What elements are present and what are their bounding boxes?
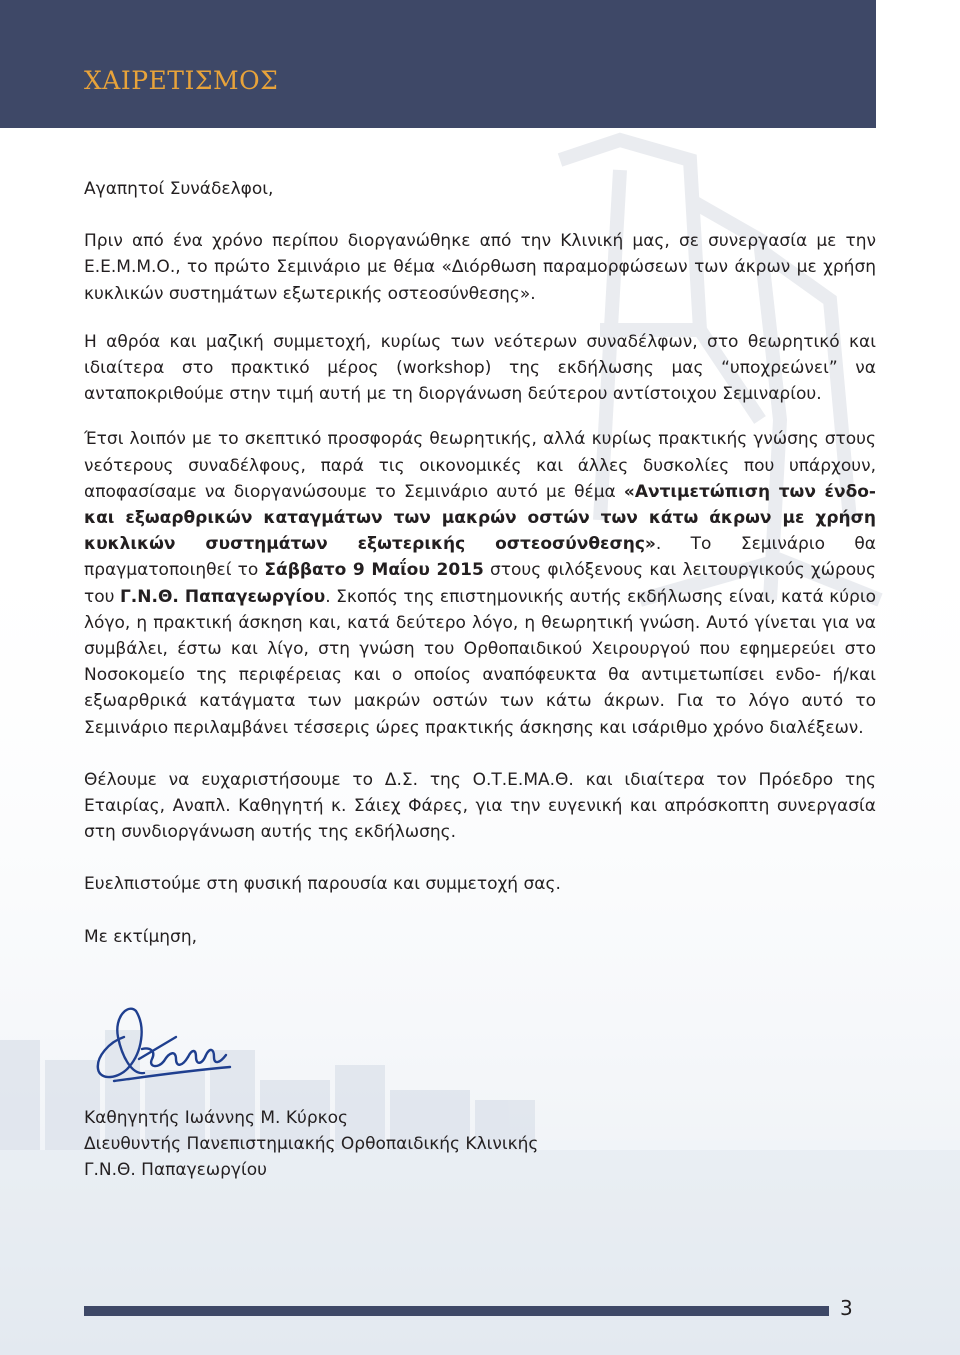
signatory-role: Διευθυντής Πανεπιστημιακής Ορθοπαιδικής Κλινικής [84, 1134, 539, 1155]
seminar-date: Σάββατο 9 Μαΐου 2015 [264, 560, 484, 581]
signatory-name: Καθηγητής Ιωάννης Μ. Κύρκος [84, 1108, 349, 1128]
letter-paragraph-2: Η αθρόα και μαζική συμμετοχή, κυρίως των νεότερων συναδέλφων, στο θεωρητικό και ιδιαίτερα στο πρακτικό μέρος (workshop) της εκδήλωσης μας “υποχρεώνει” να ανταποκριθούμε στην τιμή αυτή με τη διοργάνωση δεύτερου αντίστοιχου Σεμιναρίου. [84, 331, 876, 405]
letter-closing: Με εκτίμηση, [84, 926, 197, 947]
header-band [0, 0, 876, 128]
paragraph-3-text-a: Έτσι λοιπόν με το σκεπτικό προσφοράς θεωρητικής, αλλά κυρίως πρακτικής γνώσης στους νεότερους συναδέλφους, παρά τις οικονομικές και άλλες δυσκολίες που υπάρχουν, αποφασίσαμε να διοργανώσουμε το Σεμινάριο αυτό με θέμα [84, 429, 876, 502]
letter-paragraph-3 [84, 426, 876, 740]
seminar-topic: «Αντιμετώπιση των ένδο- και εξωαρθρικών καταγμάτων των μακρών οστών των κάτω άκρων με χρήση κυκλικών συστημάτων εξωτερικής οστεοσύνθεσης» [84, 481, 876, 555]
letter-body [84, 176, 876, 950]
handwritten-signature [84, 997, 244, 1097]
letter-paragraph-5: Ευελπιστούμε στη φυσική παρουσία και συμμετοχή σας. [84, 874, 561, 895]
signature-block [84, 1105, 538, 1184]
page-title: ΧΑΙΡΕΤΙΣΜΟΣ [84, 66, 279, 95]
paragraph-3-text-d: στους φιλόξενους και λειτουργικούς χώρους του [84, 560, 876, 607]
letter-paragraph-1: Πριν από ένα χρόνο περίπου διοργανώθηκε από την Κλινική μας, σε συνεργασία με την Ε.Ε.Μ.Μ.Ο., το πρώτο Σεμινάριο με θέμα «Διόρθωση παραμορφώσεων των άκρων με χρήση κυκλικών συστημάτων εξωτερικής οστεοσύνθεσης». [84, 231, 876, 304]
seminar-venue: Γ.Ν.Θ. Παπαγεωργίου [119, 586, 326, 607]
letter-paragraph-4: Θέλουμε να ευχαριστήσουμε το Δ.Σ. της Ο.Τ.Ε.ΜΑ.Θ. και ιδιαίτερα τον Πρόεδρο της Εταιρίας, Αναπλ. Καθηγητή κ. Σάιεχ Φάρες, για την ευγενική και απρόσκοπτη συνεργασία στη συνδιοργάνωση αυτής της εκδήλωσης. [84, 769, 876, 843]
paragraph-3-text-e: . Σκοπός της επιστημονικής αυτής εκδήλωσης είναι, κατά κύριο λόγο, η πρακτική άσκηση και, κατά δεύτερο λόγο, η θεωρητική γνώση. Αυτό γίνεται για να συμβάλει, έστω και λίγο, στη γνώση του Ορθοπαιδικού Χειρουργού που εφημερεύει στο Νοσοκομείο της περιφέρειας και ο οποίος αναπόφευκτα θα αντιμετωπίσει ενδο- ή/και εξωαρθρικά κατάγματα των μακρών οστών των κάτω άκρων. Για το λόγο αυτό το Σεμινάριο περιλαμβάνει τέσσερις ώρες πρακτικής άσκησης και ισάριθμο χρόνο διαλέξεων. [84, 586, 877, 738]
letter-greeting: Αγαπητοί Συνάδελφοι, [84, 179, 274, 199]
page-number: 3 [840, 1296, 853, 1320]
footer-bar [84, 1306, 829, 1316]
paragraph-3-text-c: . Το Σεμινάριο θα πραγματοποιηθεί το [84, 534, 876, 581]
signatory-organization: Γ.Ν.Θ. Παπαγεωργίου [84, 1160, 267, 1181]
